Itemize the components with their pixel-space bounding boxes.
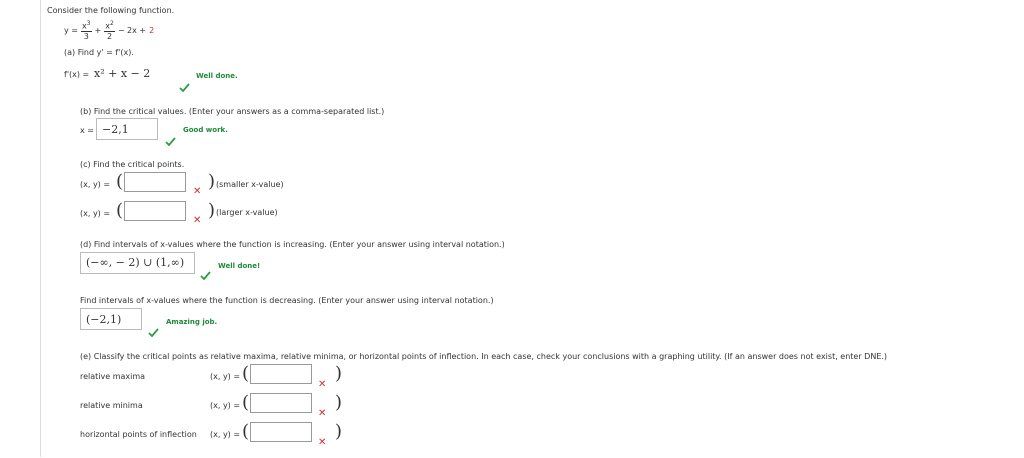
close-paren: ) [335,363,343,384]
close-paren: ) [208,171,216,192]
relative-maxima-xy: (x, y) = [210,372,241,381]
relative-minima-xy: (x, y) = [210,401,241,410]
check-icon [148,328,159,337]
part-b-answer-box[interactable] [96,118,158,140]
decreasing-prompt: Find intervals of x-values where the function is decreasing. (Enter your answer using interval notation.) [80,296,494,305]
open-paren: ( [116,171,124,192]
check-icon [165,137,176,146]
part-a-label: f'(x) = [64,70,90,79]
part-d-prompt: (d) Find intervals of x-values where the function is increasing. (Enter your answer using interval notation.) [80,240,505,249]
decreasing-interval-box[interactable] [80,308,142,330]
critical-point-smaller-input[interactable] [124,172,186,192]
relative-maxima-input[interactable] [250,364,312,384]
decreasing-feedback: Amazing job. [166,318,218,326]
check-icon [200,271,211,280]
close-paren: ) [208,200,216,221]
part-d-feedback: Well done! [218,262,261,270]
increasing-interval-answer: (−∞, − 2) ∪ (1,∞) [86,256,185,269]
increasing-interval-box[interactable] [80,252,195,274]
open-paren: ( [116,200,124,221]
question-panel [40,0,1024,457]
part-b-answer: −2,1 [102,123,129,136]
cross-icon: ✕ [193,215,202,226]
intro-text: Consider the following function. [47,6,175,15]
function-expression [64,18,154,42]
cross-icon: ✕ [318,408,327,419]
critical-point-larger-input[interactable] [124,201,186,221]
cross-icon: ✕ [318,379,327,390]
part-c-row1-note: (smaller x-value) [216,180,284,189]
function-constant: 2 [149,25,155,35]
relative-maxima-label: relative maxima [80,372,146,381]
plus-sign: + [94,25,102,35]
function-lhs: y = [64,25,78,35]
open-paren: ( [242,421,250,442]
inflection-xy: (x, y) = [210,430,241,439]
relative-minima-input[interactable] [250,393,312,413]
fraction-x2-over-2: $\frac{x^2}{2}$ [105,20,114,41]
part-b-label: x = [80,126,94,135]
part-c-prompt: (c) Find the critical points. [80,160,185,169]
part-b-prompt: (b) Find the critical values. (Enter your answers as a comma-separated list.) [80,107,385,116]
part-b-feedback: Good work. [183,126,228,134]
close-paren: ) [335,392,343,413]
part-e-prompt: (e) Classify the critical points as relative maxima, relative minima, or horizontal points of inflection. In each case, check your conclusions with a graphing utility. (If an answer does not exist, enter DNE.) [80,352,888,361]
part-a-prompt: (a) Find y' = f'(x). [64,48,134,57]
part-c-row1-label: (x, y) = [80,180,111,189]
part-a-answer[interactable]: x² + x − 2 [94,67,151,80]
close-paren: ) [335,421,343,442]
part-c-row2-note: (larger x-value) [216,208,278,217]
decreasing-interval-answer: (−2,1) [86,313,122,326]
open-paren: ( [242,392,250,413]
cross-icon: ✕ [318,437,327,448]
inflection-label: horizontal points of inflection [80,430,197,439]
cross-icon: ✕ [193,186,202,197]
part-a-feedback: Well done. [196,72,238,80]
relative-minima-label: relative minima [80,401,143,410]
open-paren: ( [242,363,250,384]
fraction-x3-over-3: $\frac{x^3}{3}$ [81,20,91,41]
check-icon [179,83,190,92]
inflection-input[interactable] [250,422,312,442]
part-c-row2-label: (x, y) = [80,209,111,218]
function-rest: − 2x + [117,25,147,35]
